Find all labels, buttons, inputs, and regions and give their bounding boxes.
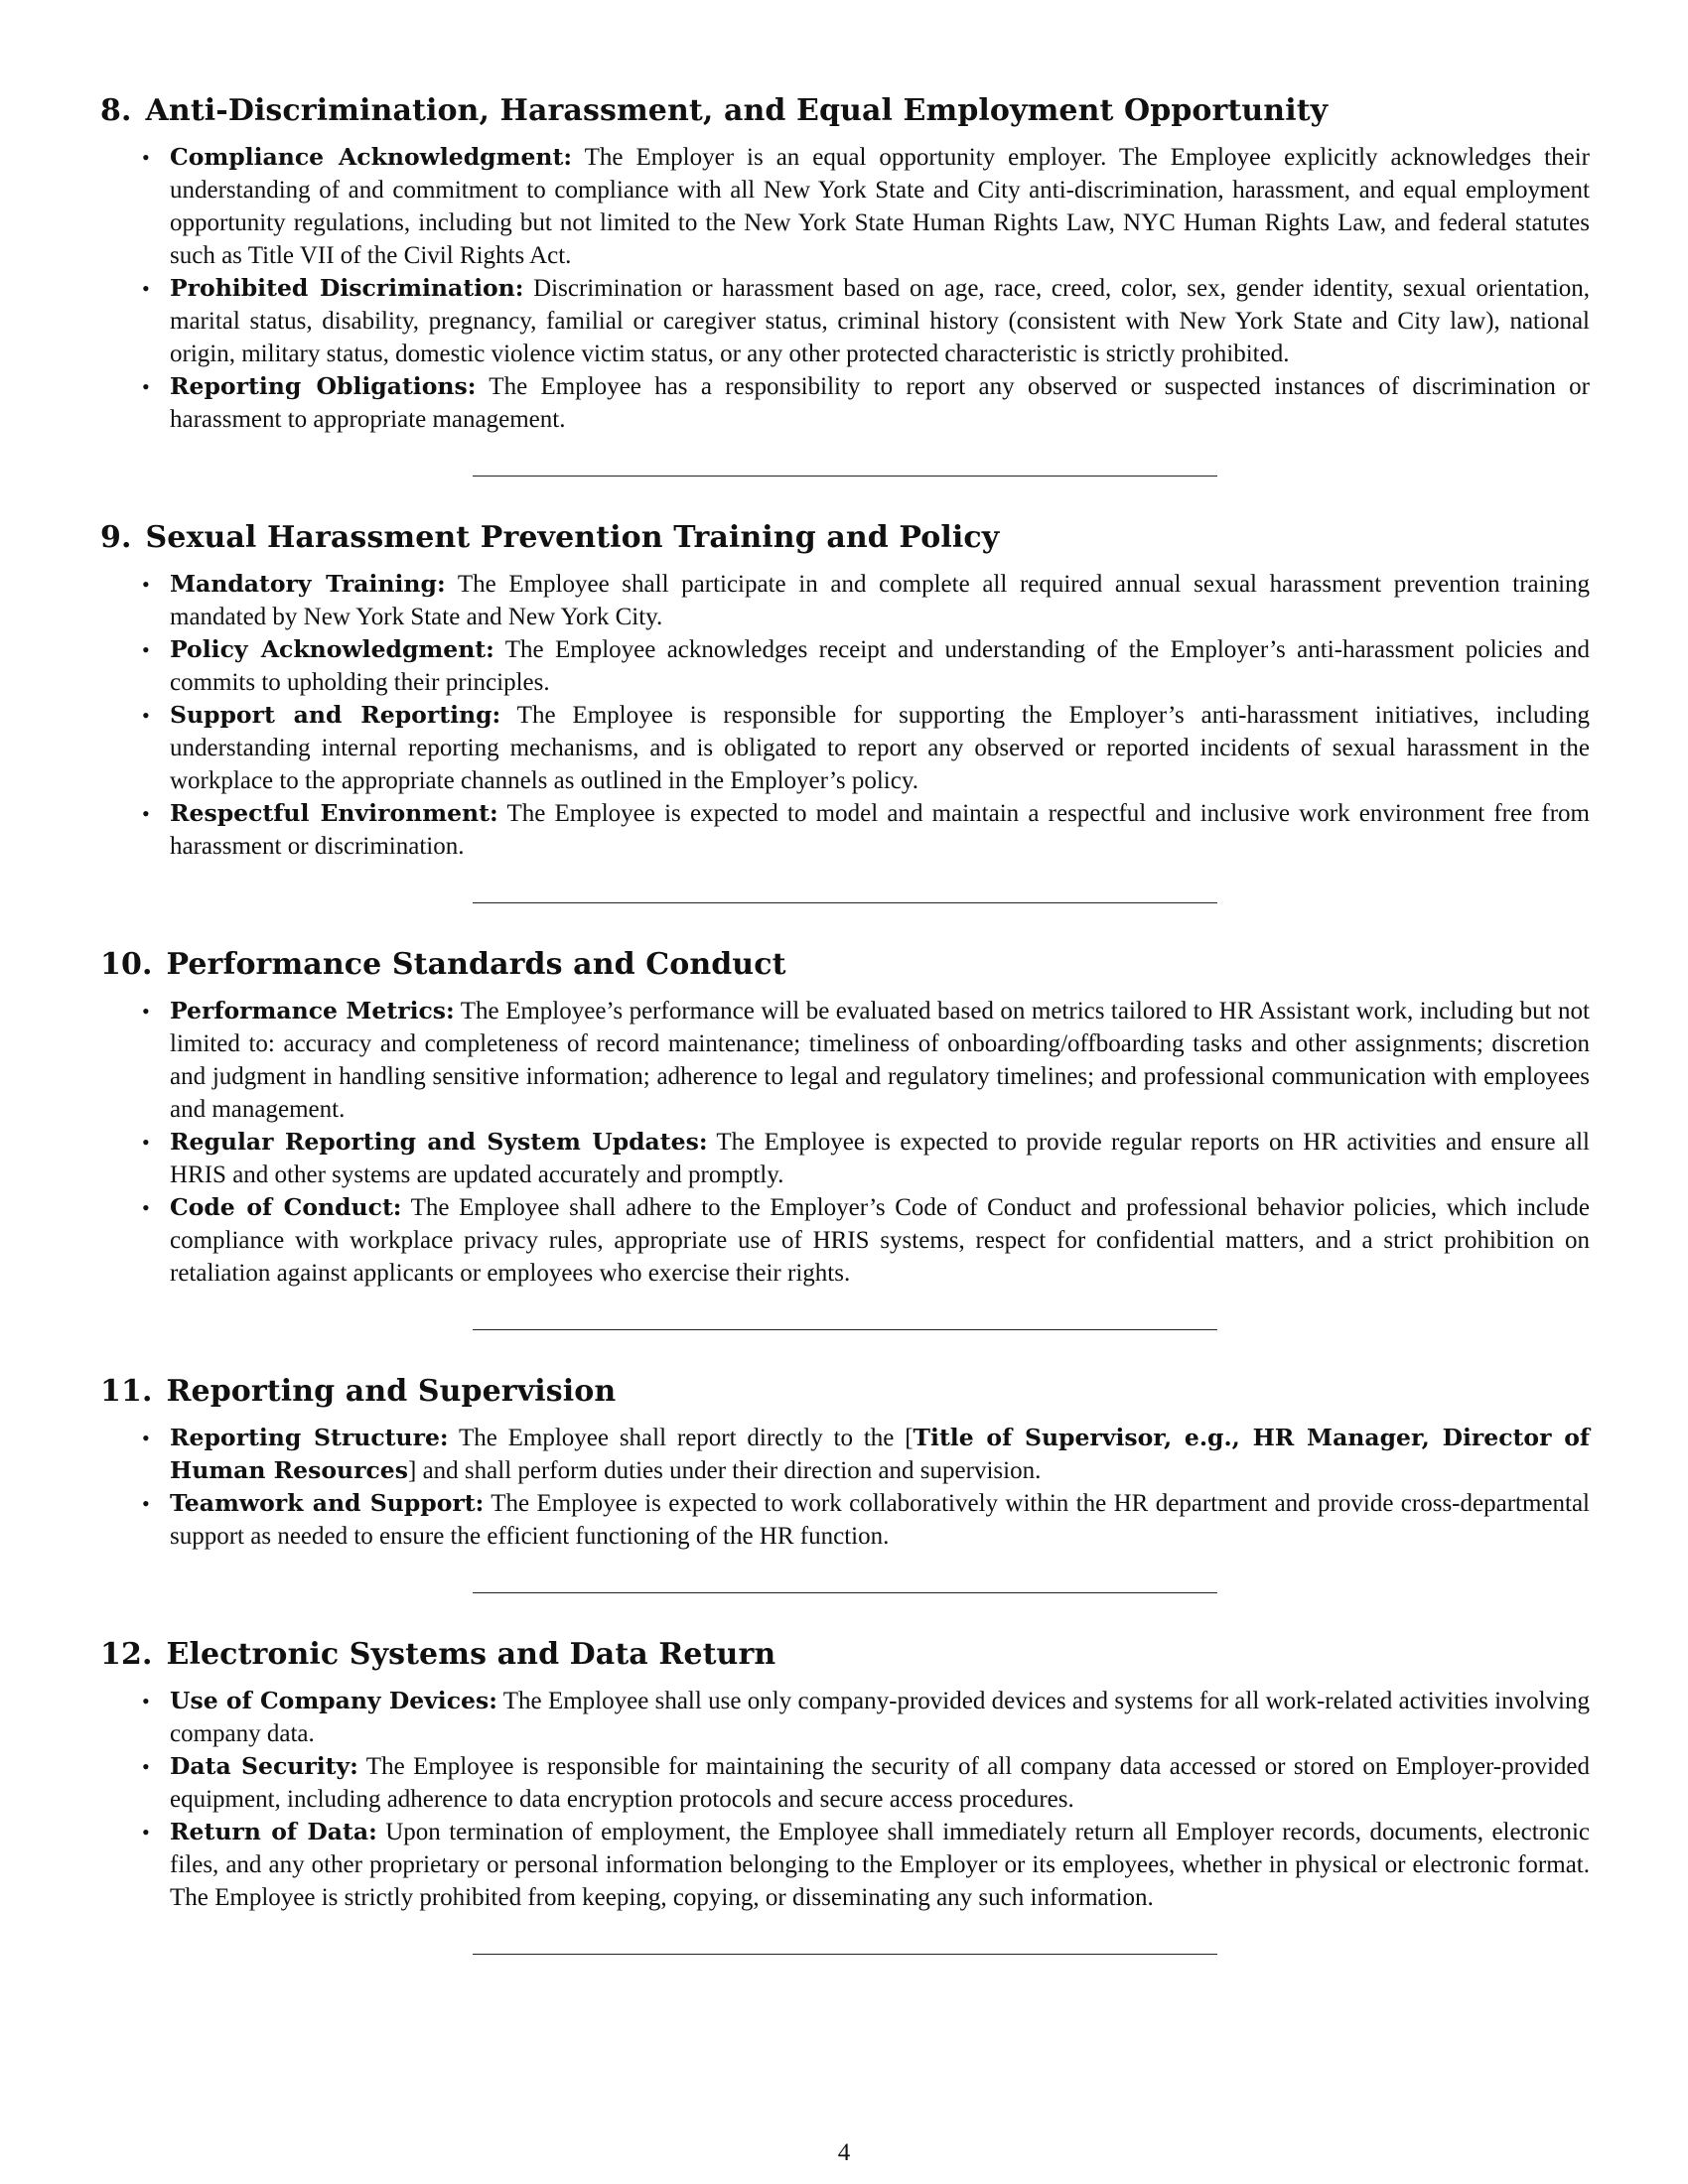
item-label: Compliance Acknowledgment: bbox=[170, 143, 573, 171]
list-item bbox=[142, 272, 1590, 370]
bullet-icon: • bbox=[142, 374, 150, 399]
section-title bbox=[100, 91, 1590, 131]
list-item bbox=[142, 141, 1590, 272]
section-heading: Electronic Systems and Data Return bbox=[166, 1637, 776, 1672]
item-label: Data Security: bbox=[170, 1752, 358, 1780]
list-item bbox=[142, 1487, 1590, 1553]
bullet-icon: • bbox=[142, 999, 150, 1024]
item-label: Reporting Obligations: bbox=[170, 372, 477, 400]
bullet-icon: • bbox=[142, 801, 150, 826]
item-label: Support and Reporting: bbox=[170, 701, 501, 729]
bullet-icon: • bbox=[142, 276, 150, 301]
list-item bbox=[142, 699, 1590, 797]
list-item bbox=[142, 1685, 1590, 1750]
item-text: The Employee acknowledges receipt and understanding of the Employer’s anti-harassment policies and commits to upholding their principles. bbox=[170, 636, 1591, 696]
section-number: 10. bbox=[100, 947, 153, 982]
list-item bbox=[142, 1191, 1590, 1290]
bullet-icon: • bbox=[142, 145, 150, 170]
item-text: The Employee’s performance will be evaluated based on metrics tailored to HR Assistant work, including but not limited to: accuracy and completeness of record maintenance; timeliness of onboarding/offboarding tasks and other assignments; discretion and judgment in handling sensitive information; adherence to legal and regulatory timelines; and professional communication with employees and management. bbox=[170, 998, 1590, 1123]
bullet-list bbox=[100, 568, 1590, 863]
bullet-icon: • bbox=[142, 572, 150, 597]
item-text: The Employee is responsible for supporting the Employer’s anti-harassment initiatives, including understanding internal reporting mechanisms, and is obligated to report any observed or reported incidents of sexual harassment in the workplace to the appropriate channels as outlined in the Employer’s policy. bbox=[170, 702, 1590, 794]
item-text: The Employee is expected to work collaboratively within the HR department and provide cross-departmental support as needed to ensure the efficient functioning of the HR function. bbox=[170, 1490, 1590, 1550]
list-item bbox=[142, 568, 1591, 633]
bullet-icon: • bbox=[142, 1130, 150, 1155]
item-text: The Employee is responsible for maintaining the security of all company data accessed or stored on Employer-provided equipment, including adherence to data encryption protocols and secure access procedures. bbox=[170, 1753, 1590, 1813]
item-label: Use of Company Devices: bbox=[170, 1687, 497, 1714]
page-number: 4 bbox=[837, 2139, 851, 2166]
list-item bbox=[142, 1126, 1590, 1191]
document-page bbox=[100, 91, 1590, 1955]
section-heading: Anti-Discrimination, Harassment, and Equal Employment Opportunity bbox=[145, 93, 1329, 128]
bullet-icon: • bbox=[142, 637, 150, 662]
item-text: The Employer is an equal opportunity employer. The Employee explicitly acknowledges their understanding of and commitment to compliance with all New York State and City anti-discrimination, harassment, and equal employment opportunity regulations, including but not limited to the New York State Human Rights Law, NYC Human Rights Law, and federal statutes such as Title VII of the Civil Rights Act. bbox=[170, 144, 1590, 269]
bullet-list bbox=[100, 1685, 1590, 1914]
item-label: Regular Reporting and System Updates: bbox=[170, 1128, 708, 1156]
section-number: 11. bbox=[100, 1374, 153, 1409]
list-item bbox=[142, 1750, 1590, 1816]
bullet-icon: • bbox=[142, 1491, 150, 1516]
item-text: The Employee is expected to model and maintain a respectful and inclusive work environment free from harassment or discrimination. bbox=[170, 800, 1591, 860]
section-9 bbox=[100, 518, 1590, 903]
item-label: Respectful Environment: bbox=[170, 799, 498, 827]
bullet-icon: • bbox=[142, 1820, 150, 1844]
section-11 bbox=[100, 1372, 1590, 1593]
list-item bbox=[142, 797, 1591, 863]
bullet-icon: • bbox=[142, 1689, 150, 1713]
section-10 bbox=[100, 945, 1590, 1330]
item-text-after: ] and shall perform duties under their direction and supervision. bbox=[408, 1457, 1042, 1484]
item-label: Mandatory Training: bbox=[170, 570, 446, 598]
bullet-list bbox=[100, 1422, 1590, 1553]
list-item bbox=[142, 1422, 1591, 1487]
section-8 bbox=[100, 91, 1590, 477]
section-title bbox=[100, 1372, 1590, 1412]
section-divider bbox=[473, 1592, 1217, 1593]
item-text: The Employee shall use only company-provided devices and systems for all work-related activities involving company data. bbox=[170, 1688, 1590, 1747]
item-text: The Employee has a responsibility to report any observed or suspected instances of discrimination or harassment to appropriate management. bbox=[170, 373, 1590, 433]
bullet-icon: • bbox=[142, 1195, 150, 1220]
bullet-icon: • bbox=[142, 1754, 150, 1779]
section-divider bbox=[473, 1954, 1217, 1955]
item-label: Performance Metrics: bbox=[170, 997, 455, 1024]
item-label: Reporting Structure: bbox=[170, 1424, 449, 1451]
section-heading: Reporting and Supervision bbox=[166, 1374, 617, 1409]
item-text: The Employee is expected to provide regular reports on HR activities and ensure all HRIS and other systems are updated accurately and promptly. bbox=[170, 1129, 1590, 1188]
bullet-list bbox=[100, 141, 1590, 436]
item-text: Discrimination or harassment based on age, race, creed, color, sex, gender identity, sexual orientation, marital status, disability, pregnancy, familial or caregiver status, criminal history (consistent with New York State and City law), national origin, military status, domestic violence victim status, or any other protected characteristic is strictly prohibited. bbox=[170, 275, 1590, 367]
section-heading: Sexual Harassment Prevention Training and Policy bbox=[145, 520, 1000, 555]
item-text: The Employee shall participate in and complete all required annual sexual harassment prevention training mandated by New York State and New York City. bbox=[170, 571, 1591, 630]
item-label: Code of Conduct: bbox=[170, 1193, 402, 1221]
item-label: Return of Data: bbox=[170, 1818, 377, 1845]
section-number: 8. bbox=[100, 93, 132, 128]
list-item bbox=[142, 995, 1590, 1126]
item-label: Teamwork and Support: bbox=[170, 1489, 485, 1517]
list-item bbox=[142, 1816, 1591, 1914]
item-text: The Employee shall adhere to the Employer’s Code of Conduct and professional behavior policies, which include compliance with workplace privacy rules, appropriate use of HRIS systems, respect for confidential matters, and a strict prohibition on retaliation against applicants or employees who exercise their rights. bbox=[170, 1194, 1590, 1287]
section-number: 9. bbox=[100, 520, 132, 555]
item-text: Upon termination of employment, the Employee shall immediately return all Employer records, documents, electronic files, and any other proprietary or personal information belonging to the Employer or its employees, whether in physical or electronic format. The Employee is strictly prohibited from keeping, copying, or disseminating any such information. bbox=[170, 1819, 1591, 1911]
section-title bbox=[100, 518, 1590, 558]
list-item bbox=[142, 633, 1591, 699]
section-heading: Performance Standards and Conduct bbox=[166, 947, 786, 982]
bullet-list bbox=[100, 995, 1590, 1290]
section-12 bbox=[100, 1635, 1590, 1955]
bullet-icon: • bbox=[142, 703, 150, 728]
section-divider bbox=[473, 902, 1217, 903]
section-number: 12. bbox=[100, 1637, 153, 1672]
bullet-icon: • bbox=[142, 1426, 150, 1450]
section-title bbox=[100, 945, 1590, 985]
list-item bbox=[142, 370, 1590, 436]
item-text: The Employee shall report directly to the [ bbox=[448, 1425, 914, 1451]
section-title bbox=[100, 1635, 1590, 1675]
item-label: Policy Acknowledgment: bbox=[170, 635, 494, 663]
section-divider bbox=[473, 476, 1217, 477]
supervisor-title-placeholder: Title of Supervisor, e.g., HR Manager, Director of Human Resources bbox=[170, 1424, 1591, 1484]
item-label: Prohibited Discrimination: bbox=[170, 274, 524, 302]
section-divider bbox=[473, 1329, 1217, 1330]
